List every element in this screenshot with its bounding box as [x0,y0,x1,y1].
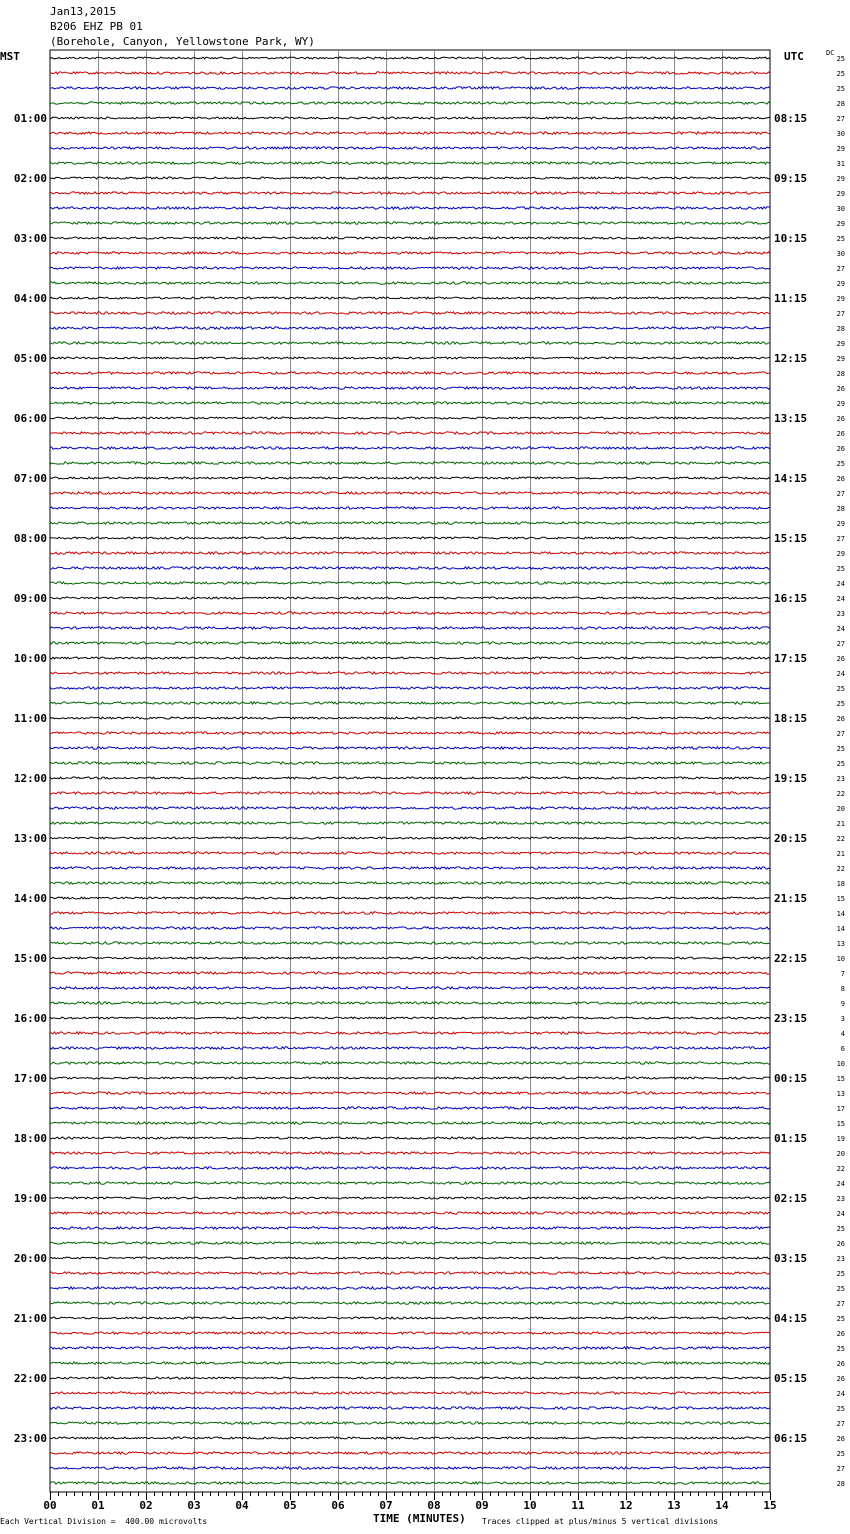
dc-offset-label: 25 [836,235,845,243]
trace-line [50,1032,770,1034]
trace-line [50,897,770,899]
dc-offset-label: 20 [836,1150,845,1158]
right-timezone-label: UTC [784,50,804,63]
trace-line [50,822,770,824]
trace-line [50,567,770,569]
trace-line [50,102,770,104]
trace-line [50,72,770,74]
dc-offset-label: 29 [836,145,845,153]
trace-line [50,1437,770,1439]
trace-line [50,162,770,164]
right-hour-label: 22:15 [774,952,808,965]
dc-label: DC [826,49,835,57]
trace-line [50,837,770,839]
trace-line [50,1227,770,1229]
trace-line [50,1422,770,1424]
trace-line [50,792,770,794]
trace-line [50,492,770,494]
x-tick-label: 06 [331,1499,345,1512]
dc-offset-label: 27 [836,490,845,498]
trace-line [50,672,770,674]
trace-line [50,1107,770,1109]
left-hour-label: 04:00 [13,292,47,305]
trace-line [50,642,770,644]
record-date: Jan13,2015 [50,5,117,18]
trace-line [50,447,770,449]
dc-offset-label: 29 [836,400,845,408]
trace-line [50,1062,770,1064]
dc-offset-label: 29 [836,520,845,528]
left-hour-label: 16:00 [13,1012,47,1025]
dc-offset-label: 25 [836,745,845,753]
dc-offset-label: 29 [836,175,845,183]
dc-offset-label: 26 [836,1330,845,1338]
dc-offset-label: 29 [836,340,845,348]
trace-line [50,462,770,464]
right-hour-label: 13:15 [774,412,808,425]
dc-offset-label: 30 [836,250,845,258]
trace-line [50,927,770,929]
dc-offset-label: 25 [836,1270,845,1278]
dc-offset-label: 22 [836,790,845,798]
x-tick-label: 09 [475,1499,489,1512]
clip-note: Traces clipped at plus/minus 5 vertical divisions [482,1517,719,1526]
dc-offset-label: 25 [836,460,845,468]
left-hour-label: 19:00 [13,1192,47,1205]
trace-line [50,1242,770,1244]
dc-offset-label: 10 [836,955,845,963]
dc-offset-label: 26 [836,475,845,483]
dc-offset-label: 26 [836,415,845,423]
dc-offset-label: 26 [836,1240,845,1248]
trace-line [50,1272,770,1274]
x-tick-label: 13 [667,1499,681,1512]
right-hour-label: 03:15 [774,1252,808,1265]
trace-line [50,132,770,134]
dc-offset-label: 28 [836,325,845,333]
trace-line [50,747,770,749]
trace-line [50,717,770,719]
trace-line [50,177,770,179]
right-hour-label: 02:15 [774,1192,808,1205]
trace-line [50,237,770,239]
trace-line [50,1212,770,1214]
scale-note: Each Vertical Division = 400.00 microvolts [0,1517,208,1526]
trace-line [50,687,770,689]
dc-offset-label: 24 [836,670,845,678]
x-tick-label: 04 [235,1499,249,1512]
trace-line [50,1407,770,1409]
trace-line [50,1332,770,1334]
trace-line [50,882,770,884]
right-hour-label: 01:15 [774,1132,808,1145]
trace-line [50,762,770,764]
dc-offset-label: 23 [836,1195,845,1203]
right-hour-label: 20:15 [774,832,808,845]
trace-line [50,1362,770,1364]
dc-offset-label: 26 [836,1360,845,1368]
left-hour-label: 15:00 [13,952,47,965]
dc-offset-label: 29 [836,295,845,303]
trace-line [50,327,770,329]
trace-line [50,1077,770,1079]
dc-offset-label: 15 [836,1075,845,1083]
trace-line [50,522,770,524]
x-tick-label: 10 [523,1499,537,1512]
dc-offset-label: 27 [836,265,845,273]
dc-offset-label: 24 [836,625,845,633]
left-hour-label: 14:00 [13,892,47,905]
x-tick-label: 12 [619,1499,633,1512]
dc-offset-label: 22 [836,865,845,873]
dc-offset-label: 26 [836,1435,845,1443]
dc-offset-label: 8 [840,985,845,993]
dc-offset-label: 27 [836,640,845,648]
left-hour-label: 13:00 [13,832,47,845]
trace-line [50,297,770,299]
dc-offset-label: 25 [836,1225,845,1233]
dc-offset-label: 26 [836,715,845,723]
trace-line [50,1317,770,1319]
x-tick-label: 03 [187,1499,201,1512]
trace-line [50,912,770,914]
dc-offset-label: 22 [836,835,845,843]
dc-offset-label: 28 [836,1480,845,1488]
dc-offset-label: 19 [836,1135,845,1143]
trace-line [50,357,770,359]
dc-offset-label: 30 [836,130,845,138]
dc-offset-label: 20 [836,805,845,813]
trace-line [50,387,770,389]
left-hour-label: 03:00 [13,232,47,245]
right-hour-label: 00:15 [774,1072,808,1085]
right-hour-label: 14:15 [774,472,808,485]
dc-offset-label: 15 [836,895,845,903]
trace-line [50,1287,770,1289]
trace-line [50,207,770,209]
trace-line [50,612,770,614]
dc-offset-label: 31 [836,160,845,168]
trace-line [50,1047,770,1049]
dc-offset-label: 10 [836,1060,845,1068]
right-hour-label: 09:15 [774,172,808,185]
dc-offset-label: 6 [840,1045,845,1053]
left-hour-label: 12:00 [13,772,47,785]
dc-offset-label: 24 [836,1180,845,1188]
dc-offset-label: 27 [836,1300,845,1308]
right-hour-label: 11:15 [774,292,808,305]
left-hour-label: 22:00 [13,1372,47,1385]
dc-offset-label: 21 [836,850,845,858]
trace-line [50,597,770,599]
dc-offset-label: 27 [836,1420,845,1428]
dc-offset-label: 29 [836,355,845,363]
dc-offset-label: 25 [836,1345,845,1353]
station-location: (Borehole, Canyon, Yellowstone Park, WY) [50,35,315,48]
trace-line [50,1197,770,1199]
left-hour-label: 10:00 [13,652,47,665]
trace-line [50,1392,770,1394]
trace-line [50,1152,770,1154]
dc-offset-label: 26 [836,1375,845,1383]
dc-offset-label: 14 [836,910,845,918]
dc-offset-label: 28 [836,370,845,378]
right-hour-label: 12:15 [774,352,808,365]
right-hour-label: 21:15 [774,892,808,905]
dc-offset-label: 25 [836,1405,845,1413]
trace-line [50,1482,770,1484]
trace-line [50,867,770,869]
left-hour-label: 20:00 [13,1252,47,1265]
dc-offset-label: 25 [836,55,845,63]
trace-line [50,777,770,779]
trace-line [50,852,770,854]
right-hour-label: 05:15 [774,1372,808,1385]
right-hour-label: 04:15 [774,1312,808,1325]
trace-line [50,1092,770,1094]
dc-offset-label: 24 [836,580,845,588]
left-hour-label: 05:00 [13,352,47,365]
dc-offset-label: 17 [836,1105,845,1113]
trace-line [50,1302,770,1304]
dc-offset-label: 27 [836,730,845,738]
trace-line [50,507,770,509]
dc-offset-label: 28 [836,505,845,513]
trace-line [50,627,770,629]
x-axis-title: TIME (MINUTES) [373,1512,466,1525]
trace-line [50,312,770,314]
trace-line [50,702,770,704]
dc-offset-label: 21 [836,820,845,828]
dc-offset-label: 13 [836,940,845,948]
trace-line [50,1137,770,1139]
dc-offset-label: 27 [836,115,845,123]
trace-line [50,582,770,584]
left-hour-label: 08:00 [13,532,47,545]
dc-offset-label: 18 [836,880,845,888]
dc-offset-label: 25 [836,85,845,93]
left-hour-label: 06:00 [13,412,47,425]
x-tick-label: 05 [283,1499,297,1512]
x-tick-label: 02 [139,1499,153,1512]
trace-line [50,267,770,269]
dc-offset-label: 25 [836,685,845,693]
trace-line [50,807,770,809]
trace-line [50,1347,770,1349]
trace-line [50,957,770,959]
dc-offset-label: 14 [836,925,845,933]
left-timezone-label: MST [0,50,20,63]
trace-line [50,282,770,284]
trace-line [50,342,770,344]
x-tick-label: 08 [427,1499,441,1512]
dc-offset-label: 4 [840,1030,845,1038]
trace-line [50,1377,770,1379]
trace-line [50,432,770,434]
dc-offset-label: 24 [836,1390,845,1398]
trace-line [50,417,770,419]
trace-line [50,402,770,404]
right-hour-label: 06:15 [774,1432,808,1445]
dc-offset-label: 25 [836,565,845,573]
trace-line [50,477,770,479]
left-hour-label: 11:00 [13,712,47,725]
right-hour-label: 19:15 [774,772,808,785]
trace-line [50,1122,770,1124]
dc-offset-label: 13 [836,1090,845,1098]
trace-line [50,537,770,539]
dc-offset-label: 22 [836,1165,845,1173]
dc-offset-label: 15 [836,1120,845,1128]
dc-offset-label: 23 [836,610,845,618]
trace-line [50,1017,770,1019]
trace-line [50,1452,770,1454]
dc-offset-label: 23 [836,775,845,783]
right-hour-label: 23:15 [774,1012,808,1025]
left-hour-label: 23:00 [13,1432,47,1445]
dc-offset-label: 29 [836,550,845,558]
right-hour-label: 16:15 [774,592,808,605]
dc-offset-label: 25 [836,1285,845,1293]
trace-line [50,222,770,224]
dc-offset-label: 26 [836,655,845,663]
dc-offset-label: 26 [836,385,845,393]
left-hour-label: 17:00 [13,1072,47,1085]
trace-line [50,57,770,59]
dc-offset-label: 29 [836,280,845,288]
dc-offset-label: 27 [836,1465,845,1473]
left-hour-label: 21:00 [13,1312,47,1325]
trace-line [50,1182,770,1184]
left-hour-label: 09:00 [13,592,47,605]
right-hour-label: 08:15 [774,112,808,125]
trace-line [50,732,770,734]
trace-line [50,657,770,659]
x-tick-label: 01 [91,1499,105,1512]
dc-offset-label: 28 [836,100,845,108]
trace-line [50,1467,770,1469]
trace-line [50,147,770,149]
trace-line [50,252,770,254]
dc-offset-label: 25 [836,1450,845,1458]
left-hour-label: 18:00 [13,1132,47,1145]
left-hour-label: 02:00 [13,172,47,185]
dc-offset-label: 7 [840,970,845,978]
trace-line [50,87,770,89]
right-hour-label: 17:15 [774,652,808,665]
trace-line [50,372,770,374]
dc-offset-label: 25 [836,70,845,78]
trace-line [50,942,770,944]
trace-line [50,1002,770,1004]
dc-offset-label: 25 [836,1315,845,1323]
dc-offset-label: 25 [836,760,845,768]
station-code: B206 EHZ PB 01 [50,20,143,33]
dc-offset-label: 23 [836,1255,845,1263]
dc-offset-label: 26 [836,430,845,438]
trace-line [50,552,770,554]
dc-offset-label: 29 [836,190,845,198]
dc-offset-label: 25 [836,700,845,708]
left-hour-label: 01:00 [13,112,47,125]
x-tick-label: 15 [763,1499,777,1512]
x-tick-label: 00 [43,1499,57,1512]
dc-offset-label: 29 [836,220,845,228]
x-tick-label: 11 [571,1499,585,1512]
dc-offset-label: 27 [836,535,845,543]
x-tick-label: 07 [379,1499,393,1512]
trace-line [50,1167,770,1169]
dc-offset-label: 9 [840,1000,845,1008]
x-tick-label: 14 [715,1499,729,1512]
trace-line [50,117,770,119]
right-hour-label: 18:15 [774,712,808,725]
trace-line [50,987,770,989]
trace-line [50,972,770,974]
trace-line [50,192,770,194]
right-hour-label: 15:15 [774,532,808,545]
dc-offset-label: 24 [836,595,845,603]
right-hour-label: 10:15 [774,232,808,245]
trace-line [50,1257,770,1259]
dc-offset-label: 26 [836,445,845,453]
dc-offset-label: 30 [836,205,845,213]
dc-offset-label: 24 [836,1210,845,1218]
dc-offset-label: 3 [840,1015,845,1023]
dc-offset-label: 27 [836,310,845,318]
left-hour-label: 07:00 [13,472,47,485]
